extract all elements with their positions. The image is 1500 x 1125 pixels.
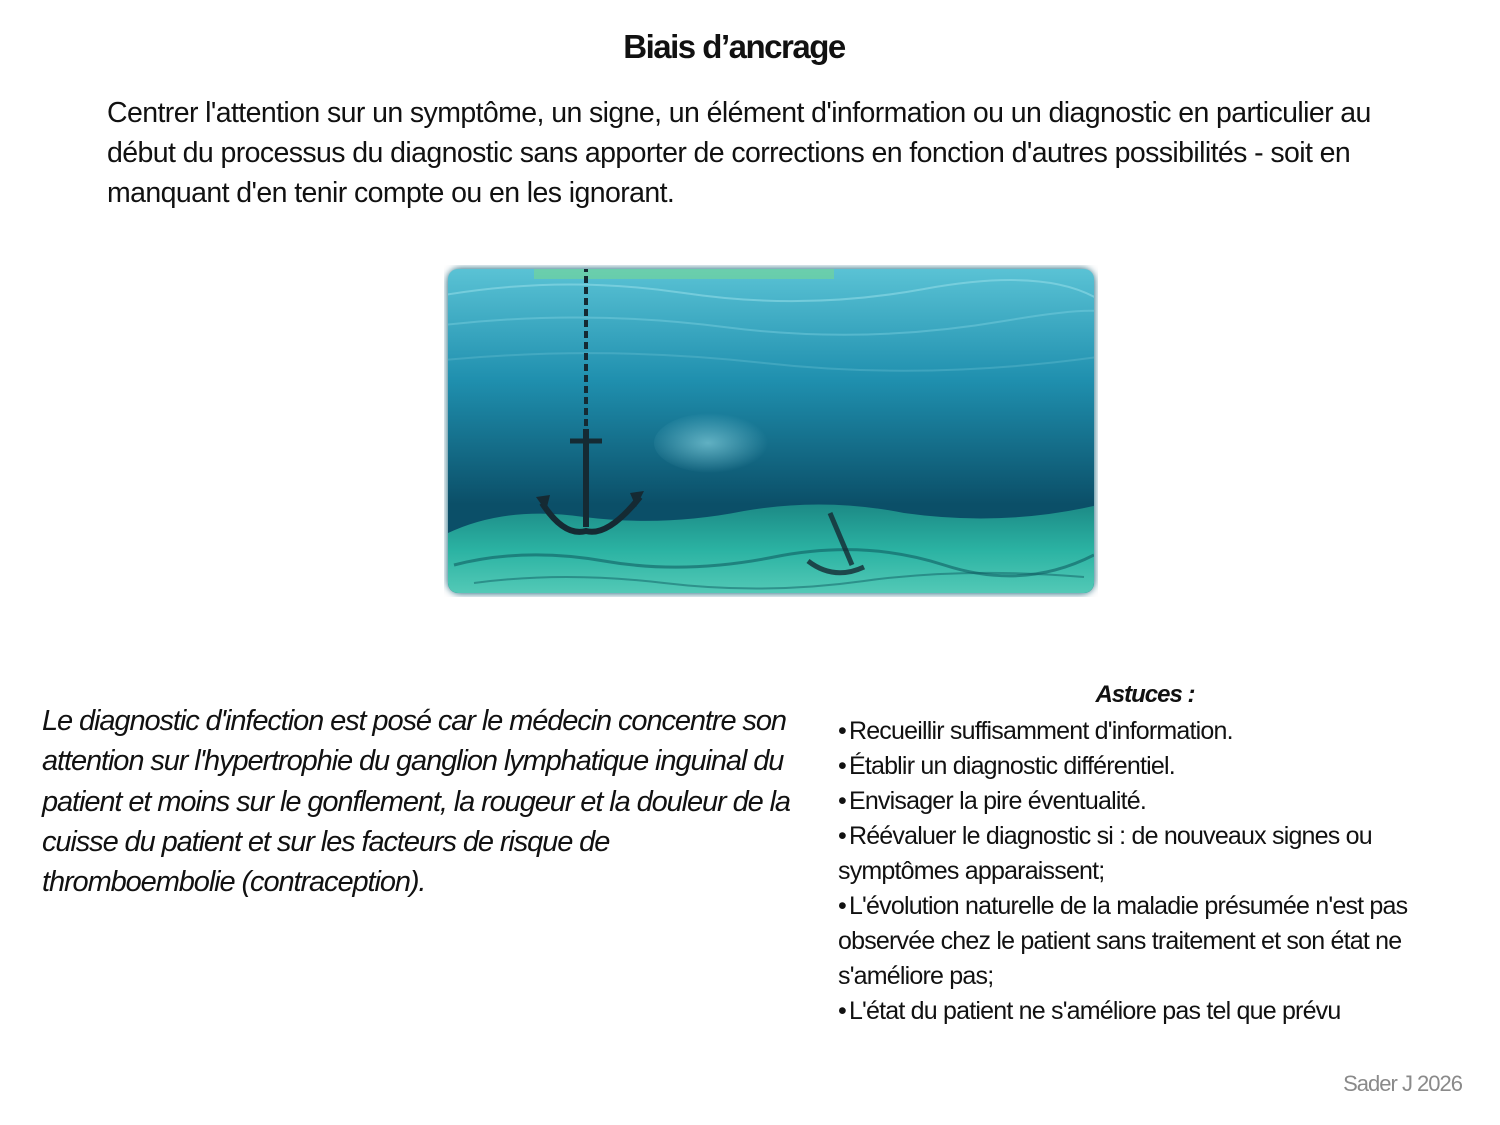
tip-item xyxy=(838,784,1478,819)
tip-item xyxy=(838,819,1478,889)
tip-item xyxy=(838,749,1478,784)
tip-text: Réévaluer le diagnostic si : de nouveaux signes ou symptômes apparaissent; xyxy=(838,822,1372,885)
bullet-icon: • xyxy=(838,787,846,815)
tip-text: Recueillir suffisamment d'information. xyxy=(848,717,1233,745)
tips-list xyxy=(838,714,1478,1029)
tip-text: Envisager la pire éventualité. xyxy=(848,787,1146,815)
tip-text: L'état du patient ne s'améliore pas tel que prévu xyxy=(848,997,1341,1025)
bullet-icon: • xyxy=(838,752,846,780)
tip-text: L'évolution naturelle de la maladie présumée n'est pas observée chez le patient sans traitement et son état ne s'améliore pas; xyxy=(838,892,1408,990)
bullet-icon: • xyxy=(838,717,846,745)
bullet-icon: • xyxy=(838,822,846,850)
example-case-text: Le diagnostic d'infection est posé car le médecin concentre son attention sur l'hypertrophie du ganglion lymphatique inguinal du patient et moins sur le gonflement, la rougeur et la douleur de la cuisse du patient et sur les facteurs de risque de thromboembolie (contraception). xyxy=(42,705,790,899)
bullet-icon: • xyxy=(838,892,846,920)
bullet-icon: • xyxy=(838,997,846,1025)
tip-item xyxy=(838,714,1478,749)
slide-title: Biais d’ancrage xyxy=(623,28,845,65)
anchor-illustration xyxy=(444,265,1098,597)
tip-item xyxy=(838,889,1478,994)
definition-paragraph: Centrer l'attention sur un symptôme, un signe, un élément d'information ou un diagnostic en particulier au début du processus du diagnostic sans apporter de corrections en fonction d'autres possibilités - soit en manquant d'en tenir compte ou en les ignorant. xyxy=(107,97,1371,209)
underwater-anchor-image xyxy=(444,265,1098,597)
tip-text: Établir un diagnostic différentiel. xyxy=(848,752,1175,780)
tips-heading: Astuces : xyxy=(1095,681,1195,708)
footer-credit: Sader J 2026 xyxy=(1343,1071,1462,1096)
tip-item xyxy=(838,994,1478,1029)
